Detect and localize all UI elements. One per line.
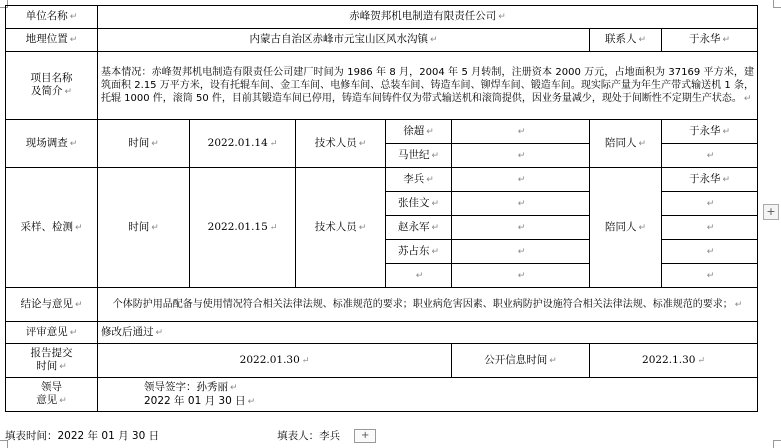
survey-accompany-label: 陪同人 — [604, 136, 637, 149]
info-form-table — [5, 5, 758, 412]
survey-accompany-name: 于永华 — [688, 124, 721, 137]
leader-row — [6, 378, 758, 412]
leader-date-line: 2022 年 01 月 30 日 — [144, 394, 246, 407]
report-label-line2: 时间 — [36, 360, 58, 372]
location-label: 地理位置 — [25, 33, 68, 45]
project-label-line1: 项目名称 — [30, 72, 73, 84]
sampling-accompany-cell: ↵ — [662, 192, 758, 216]
survey-accompany-cell: ↵ — [662, 144, 758, 168]
sampling-time-label: 时间 — [128, 220, 150, 233]
corner-mark-top-right — [773, 0, 781, 8]
report-label-cell: 报告提交 时间 ↵ — [6, 344, 98, 378]
review-value-cell: 修改后通过 ↵ — [98, 322, 758, 344]
sampling-staff-cell: 苏占东 ↵ — [386, 240, 452, 264]
review-value: 修改后通过 — [101, 325, 154, 338]
sampling-accompany-cell: 于永华 ↵ — [662, 168, 758, 192]
survey-staff-name: 徐超 — [403, 124, 425, 137]
survey-tech-label-cell: 技术人员 ↵ — [296, 120, 386, 168]
survey-accompany-cell: 于永华 ↵ — [662, 120, 758, 144]
leader-sign-line: 领导签字：孙秀丽 — [144, 380, 228, 393]
location-row — [6, 29, 758, 52]
sampling-tech-label: 技术人员 — [314, 220, 357, 233]
fill-time: 填表时间：2022 年 01 月 30 日 — [5, 430, 160, 442]
unit-label-cell: 单位名称 ↵ — [6, 6, 98, 29]
sampling-label-cell: 采样、检测 ↵ — [6, 168, 98, 288]
location-value-cell: 内蒙古自治区赤峰市元宝山区风水沟镇 ↵ — [98, 29, 590, 52]
review-row — [6, 322, 758, 344]
add-column-icon[interactable]: + — [763, 204, 779, 220]
survey-time-label-cell: 时间 ↵ — [98, 120, 190, 168]
project-row — [6, 52, 758, 120]
sampling-accompany-cell: ↵ — [662, 264, 758, 288]
sampling-time-label-cell: 时间 ↵ — [98, 168, 190, 288]
survey-staff-extra-cell: ↵ — [452, 120, 590, 144]
sampling-accompany-label: 陪同人 — [604, 220, 637, 233]
unit-label: 单位名称 — [25, 10, 68, 22]
survey-staff-name: 马世纪 — [397, 148, 430, 161]
sampling-date: 2022.01.15 — [207, 220, 268, 233]
sampling-accompany-label-cell: 陪同人 ↵ — [590, 168, 662, 288]
sampling-row-1 — [6, 168, 758, 192]
conclusion-label: 结论与意见 — [20, 297, 73, 310]
contact-label: 联系人 — [604, 33, 637, 45]
unit-row — [6, 6, 758, 29]
location-label-cell: 地理位置 ↵ — [6, 29, 98, 52]
report-label-line1: 报告提交 — [30, 347, 73, 359]
sampling-tech-label-cell: 技术人员 ↵ — [296, 168, 386, 288]
survey-staff-extra-cell: ↵ — [452, 144, 590, 168]
sampling-staff-name: 赵永军 — [397, 220, 430, 233]
survey-date-cell: 2022.01.14 ↵ — [190, 120, 296, 168]
conclusion-row — [6, 288, 758, 322]
project-description-cell: 基本情况：赤峰贺邦机电制造有限责任公司建厂时间为 1986 年 8 月，2004 年 5 月转制，注册资本 2000 万元，占地面积为 37169 平方米，建筑面积 2.15 万平方米，设有托辊车间、金工车间、电修车间、总装车间、铸造车间、铆焊车间、锻造车间。现实际产量为年生产带式输送机 1 条，托辊 1000 件，滚筒 50 件，目前其锻造车间已停用，铸造车间铸件仅为带式输送机和滚筒提供，因业务量减少，现处于间断性不定期生产状态。 ↵ — [98, 52, 758, 120]
review-label-cell: 评审意见 ↵ — [6, 322, 98, 344]
conclusion-label-cell: 结论与意见 ↵ — [6, 288, 98, 322]
sampling-staff-extra-cell: ↵ — [452, 192, 590, 216]
survey-staff-cell: 徐超 ↵ — [386, 120, 452, 144]
sampling-label: 采样、检测 — [20, 220, 73, 233]
report-date: 2022.01.30 — [239, 353, 300, 366]
survey-accompany-label-cell: 陪同人 ↵ — [590, 120, 662, 168]
publish-date-cell: 2022.1.30 ↵ — [590, 344, 758, 378]
unit-value-cell: 赤峰贺邦机电制造有限责任公司 ↵ — [98, 6, 758, 29]
contact-value: 于永华 — [688, 33, 721, 45]
survey-row-1 — [6, 120, 758, 144]
survey-staff-cell: 马世纪 ↵ — [386, 144, 452, 168]
project-label-line2: 及简介 — [30, 85, 63, 97]
add-row-icon[interactable]: + — [354, 429, 376, 443]
sampling-staff-cell: 李兵 ↵ — [386, 168, 452, 192]
sampling-staff-name: 苏占东 — [397, 244, 430, 257]
filler-name: 填表人：李兵 — [277, 430, 341, 442]
survey-label: 现场调查 — [25, 136, 68, 149]
survey-tech-label: 技术人员 — [314, 136, 357, 149]
contact-value-cell: 于永华 ↵ — [662, 29, 758, 52]
sampling-accompany-cell: ↵ — [662, 216, 758, 240]
sampling-staff-name: 李兵 — [403, 172, 425, 185]
publish-label: 公开信息时间 — [484, 353, 548, 366]
sampling-accompany-name: 于永华 — [688, 172, 721, 185]
sampling-staff-extra-cell: ↵ — [452, 216, 590, 240]
contact-label-cell: 联系人 ↵ — [590, 29, 662, 52]
survey-time-label: 时间 — [128, 136, 150, 149]
review-label: 评审意见 — [25, 325, 68, 338]
leader-label-line2: 意见 — [36, 394, 58, 406]
form-footer — [5, 428, 376, 443]
sampling-staff-extra-cell: ↵ — [452, 240, 590, 264]
conclusion-value-cell: 个体防护用品配备与使用情况符合相关法律法规、标准规范的要求；职业病危害因素、职业病防护设施符合相关法律法规、标准规范的要求； ↵ — [98, 288, 758, 322]
survey-date: 2022.01.14 — [207, 136, 268, 149]
report-row — [6, 344, 758, 378]
sampling-accompany-cell: ↵ — [662, 240, 758, 264]
unit-value: 赤峰贺邦机电制造有限责任公司 — [349, 10, 497, 22]
project-label-cell: 项目名称 及简介 ↵ — [6, 52, 98, 120]
sampling-staff-cell: ↵ — [386, 264, 452, 288]
sampling-staff-extra-cell: ↵ — [452, 168, 590, 192]
sampling-staff-cell: 张佳文 ↵ — [386, 192, 452, 216]
sampling-date-cell: 2022.01.15 ↵ — [190, 168, 296, 288]
location-value: 内蒙古自治区赤峰市元宝山区风水沟镇 — [249, 33, 428, 45]
conclusion-value: 个体防护用品配备与使用情况符合相关法律法规、标准规范的要求；职业病危害因素、职业病防护设施符合相关法律法规、标准规范的要求； — [112, 298, 733, 310]
project-description: 基本情况：赤峰贺邦机电制造有限责任公司建厂时间为 1986 年 8 月，2004 年 5 月转制，注册资本 2000 万元，占地面积为 37169 平方米，建筑面积 2.15 万平方米，设有托辊车间、金工车间、电修车间、总装车间、铸造车间、铆焊车间、锻造车间。现实际产量为年生产带式输送机 1 条，托辊 1000 件，滚筒 50 件，目前其锻造车间已停用，铸造车间铸件仅为带式输送机和滚筒提供，因业务量减少，现处于间断性不定期生产状态。 — [101, 66, 755, 104]
sampling-staff-extra-cell: ↵ — [452, 264, 590, 288]
leader-label-line1: 领导 — [41, 381, 62, 393]
leader-label-cell: 领导 意见 ↵ — [6, 378, 98, 412]
sampling-staff-cell: 赵永军 ↵ — [386, 216, 452, 240]
survey-label-cell: 现场调查 ↵ — [6, 120, 98, 168]
publish-label-cell: 公开信息时间 ↵ — [452, 344, 590, 378]
leader-value-cell: 领导签字：孙秀丽 ↵ 2022 年 01 月 30 日 ↵ — [98, 378, 758, 412]
report-date-cell: 2022.01.30 ↵ — [98, 344, 452, 378]
sampling-staff-name: 张佳文 — [397, 196, 430, 209]
publish-date: 2022.1.30 — [642, 353, 696, 366]
